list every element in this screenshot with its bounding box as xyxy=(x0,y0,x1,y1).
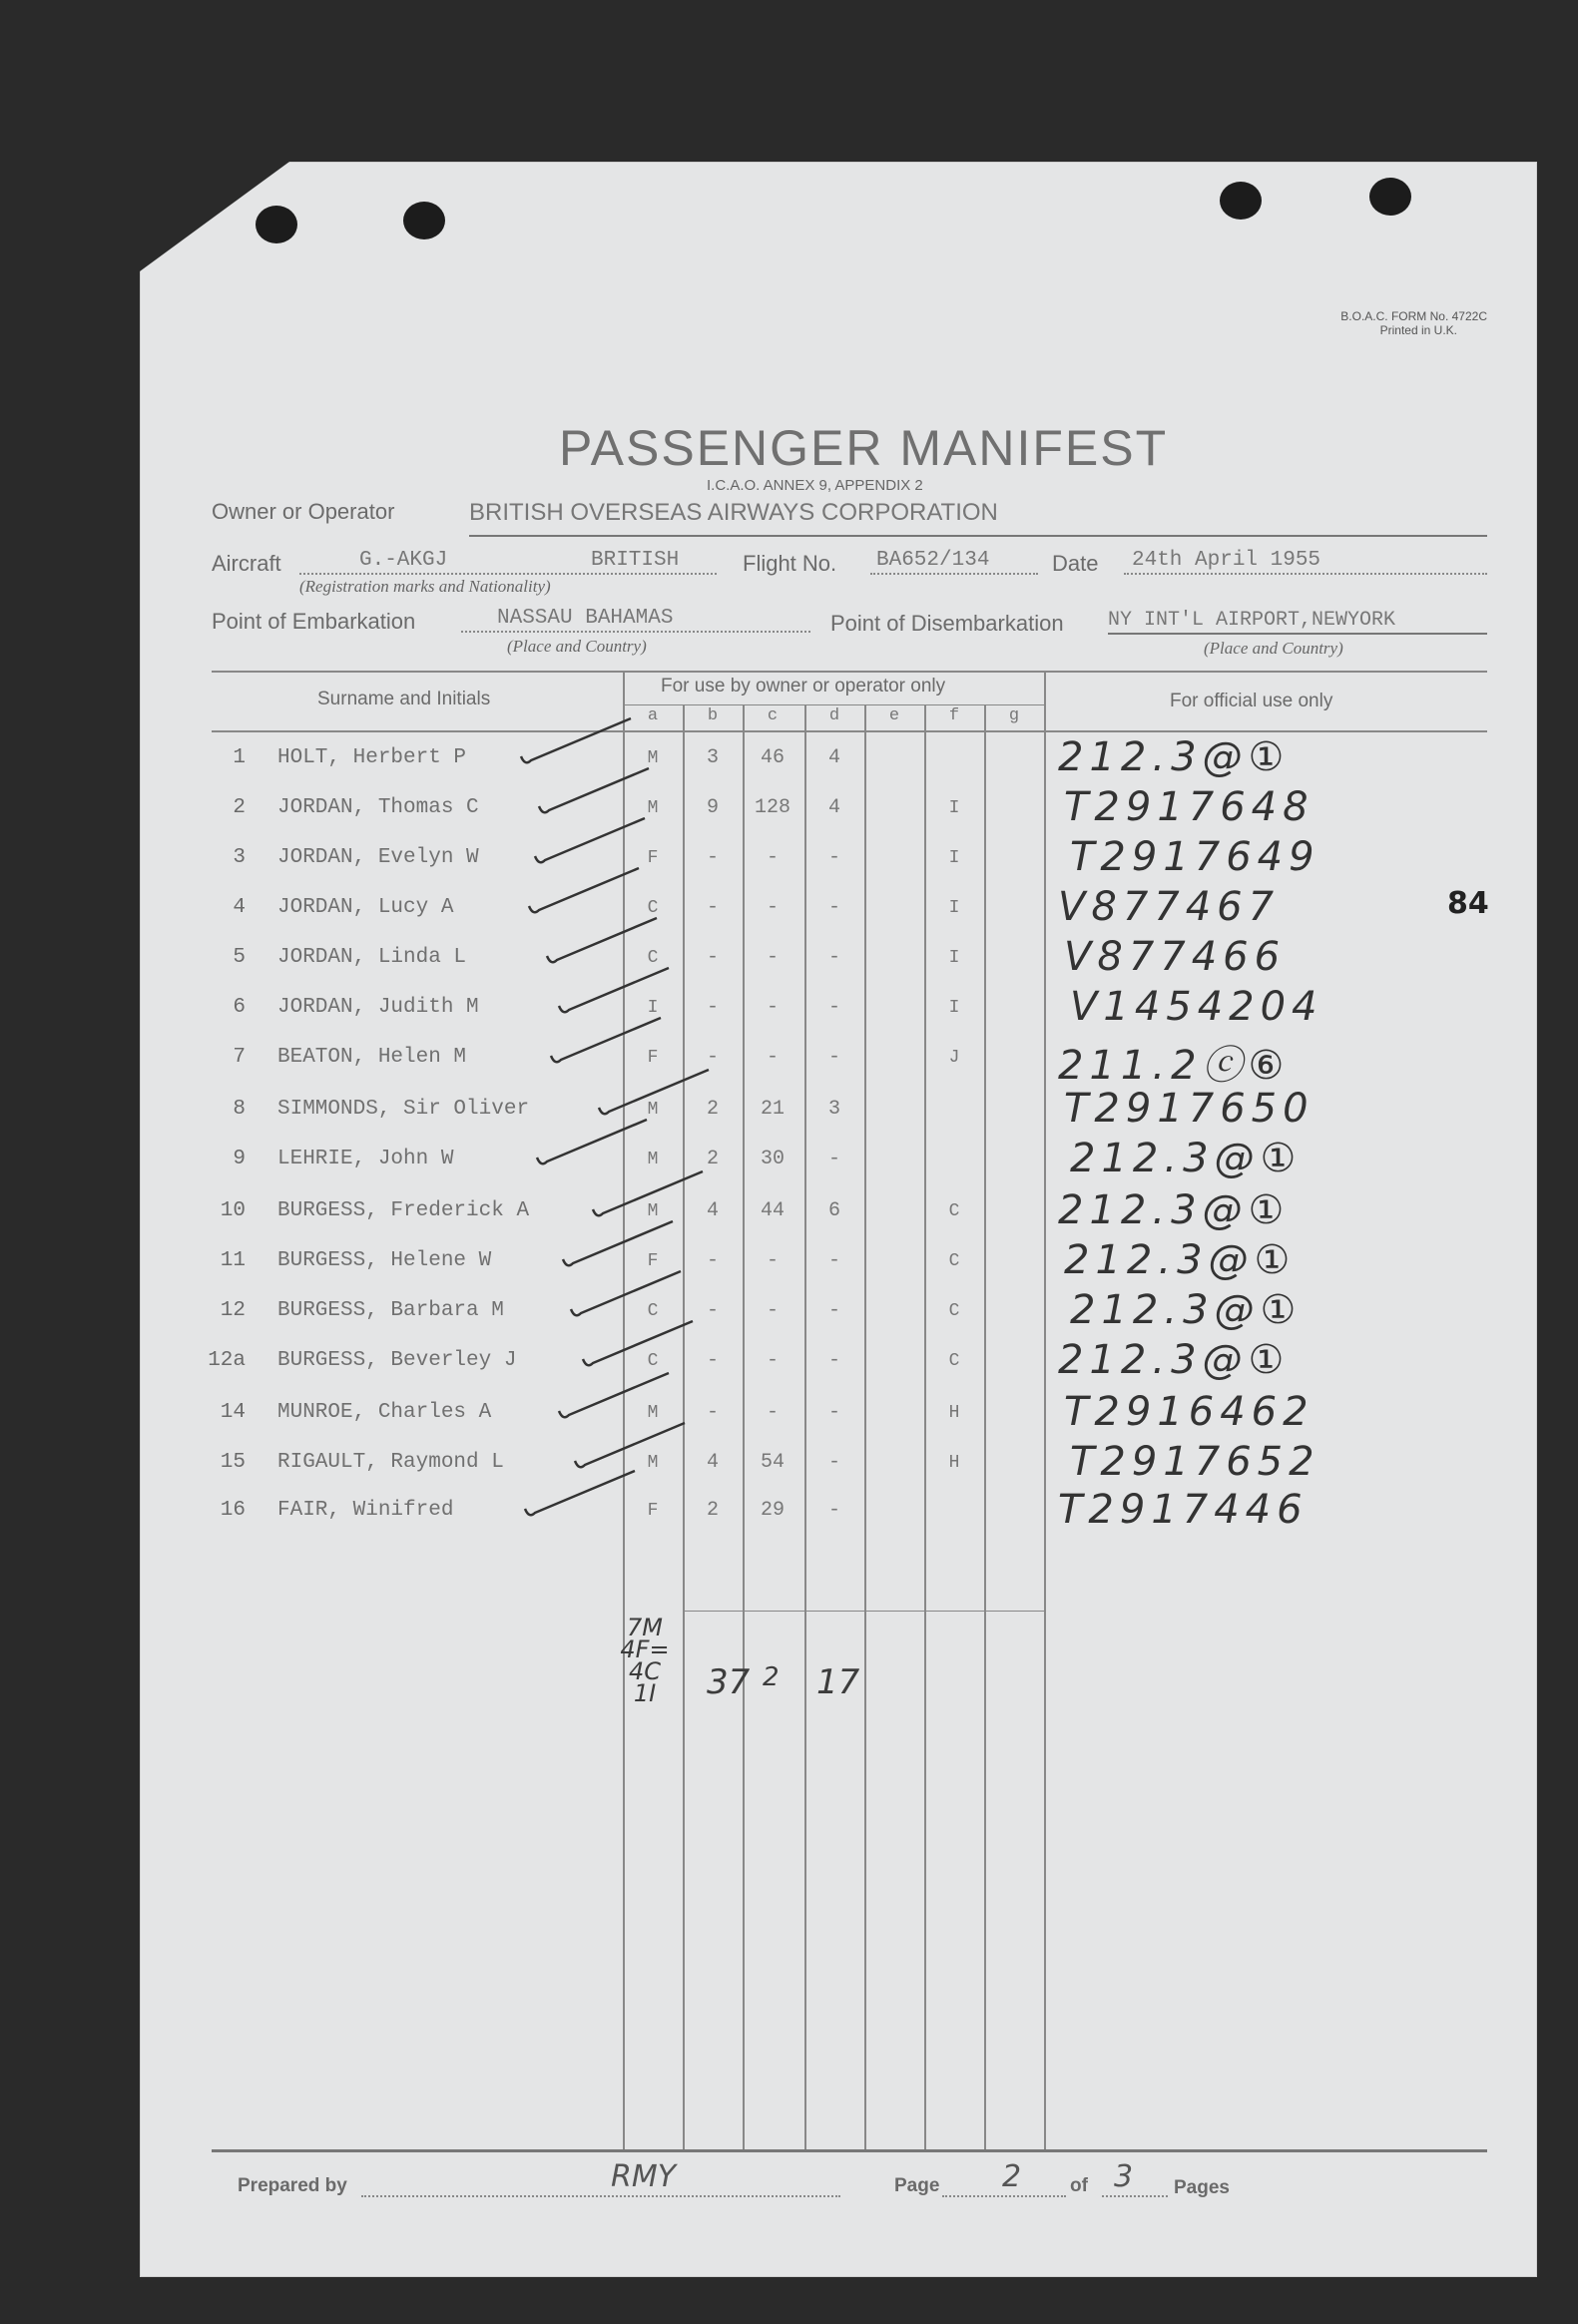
cell-d: 3 xyxy=(827,1098,840,1121)
official-entry: V877467 xyxy=(1058,884,1281,930)
cell-c: - xyxy=(766,996,779,1019)
row-number: 15 xyxy=(220,1451,246,1474)
passenger-name: HOLT, Herbert P xyxy=(277,746,467,769)
check-mark xyxy=(547,918,657,962)
row-number: 8 xyxy=(233,1098,246,1121)
cell-f: C xyxy=(948,1201,960,1221)
form-number: B.O.A.C. FORM No. 4722C xyxy=(1340,309,1487,323)
date-value: 24th April 1955 xyxy=(1132,549,1321,572)
official-entry: V1454204 xyxy=(1070,984,1323,1030)
sub-column-header: e xyxy=(888,706,900,725)
official-entry: 212.3@① xyxy=(1058,1337,1291,1383)
official-entry: V877466 xyxy=(1064,934,1287,980)
official-entry: 212.3@① xyxy=(1058,1187,1291,1233)
official-entry: T2917650 xyxy=(1064,1086,1315,1132)
total-line: 4F= xyxy=(620,1635,670,1663)
check-mark xyxy=(583,1321,693,1365)
disembarkation-value: NY INT'L AIRPORT,NEWYORK xyxy=(1108,609,1396,632)
row-number: 5 xyxy=(233,946,246,969)
row-number: 10 xyxy=(220,1199,246,1222)
sub-column-header: b xyxy=(707,706,719,725)
passenger-name: JORDAN, Linda L xyxy=(277,946,467,969)
embarkation-note: (Place and Country) xyxy=(507,637,647,656)
margin-note: 84 xyxy=(1447,886,1489,921)
cell-f: J xyxy=(948,1048,960,1068)
passenger-name: RIGAULT, Raymond L xyxy=(277,1451,504,1474)
cell-c: - xyxy=(766,896,779,919)
check-mark xyxy=(521,718,631,762)
passenger-name: FAIR, Winifred xyxy=(277,1499,454,1522)
passenger-name: LEHRIE, John W xyxy=(277,1148,454,1170)
cell-b: - xyxy=(706,1249,719,1272)
cell-c: - xyxy=(766,1249,779,1272)
official-entry: 212.3@① xyxy=(1064,1237,1297,1283)
official-entry: T2917648 xyxy=(1064,784,1315,830)
page-label: Page xyxy=(894,2175,940,2196)
cell-b: 3 xyxy=(706,746,719,769)
cell-d: - xyxy=(827,1499,840,1522)
passenger-name: JORDAN, Judith M xyxy=(277,996,479,1019)
check-mark xyxy=(593,1171,703,1215)
official-entry: T2916462 xyxy=(1064,1389,1315,1435)
check-mark xyxy=(529,868,639,912)
cell-a: M xyxy=(647,748,659,768)
cell-a: M xyxy=(647,1100,659,1120)
cell-c: 29 xyxy=(760,1499,785,1522)
disembarkation-note: (Place and Country) xyxy=(1204,639,1343,658)
row-number: 11 xyxy=(220,1249,246,1272)
passenger-name: JORDAN, Evelyn W xyxy=(277,846,479,869)
cell-b: 2 xyxy=(706,1499,719,1522)
check-mark xyxy=(537,1120,647,1163)
row-number: 7 xyxy=(233,1046,246,1069)
row-number: 3 xyxy=(233,846,246,869)
cell-d: - xyxy=(827,1349,840,1372)
check-mark xyxy=(599,1070,709,1114)
cell-f: I xyxy=(948,998,960,1018)
official-entry: T2917446 xyxy=(1058,1487,1309,1533)
sub-column-header: d xyxy=(828,706,840,725)
sub-column-header: g xyxy=(1008,706,1020,725)
cell-b: - xyxy=(706,996,719,1019)
cell-c: - xyxy=(766,1401,779,1424)
cell-b: - xyxy=(706,1401,719,1424)
aircraft-note: (Registration marks and Nationality) xyxy=(299,577,551,596)
cell-d: - xyxy=(827,1401,840,1424)
official-entry: 212.3@① xyxy=(1070,1136,1303,1181)
official-entry: 211.2ⓒ⑥ xyxy=(1058,1043,1291,1089)
cell-b: 2 xyxy=(706,1148,719,1170)
total-c: 2 xyxy=(763,1662,780,1692)
cell-a: M xyxy=(647,798,659,818)
check-mark xyxy=(551,1018,661,1062)
prepared-value: RMY xyxy=(611,2159,677,2194)
date-label: Date xyxy=(1052,551,1099,576)
check-mark xyxy=(575,1423,685,1467)
cell-b: - xyxy=(706,946,719,969)
cell-f: C xyxy=(948,1251,960,1271)
cell-a: M xyxy=(647,1150,659,1169)
sub-column-header: c xyxy=(767,706,779,725)
row-number: 4 xyxy=(233,896,246,919)
cell-a: F xyxy=(647,1501,659,1521)
sub-column-header: a xyxy=(647,706,659,725)
cell-b: - xyxy=(706,896,719,919)
official-use-header: For official use only xyxy=(1170,691,1333,711)
pages-label: Pages xyxy=(1174,2177,1230,2198)
row-number: 9 xyxy=(233,1148,246,1170)
cell-c: - xyxy=(766,946,779,969)
cell-a: C xyxy=(647,1301,659,1321)
cell-b: - xyxy=(706,846,719,869)
owner-label: Owner or Operator xyxy=(212,499,395,524)
cell-d: - xyxy=(827,1299,840,1322)
check-mark xyxy=(563,1221,673,1265)
cell-f: I xyxy=(948,898,960,918)
cell-a: I xyxy=(647,998,659,1018)
cell-b: 2 xyxy=(706,1098,719,1121)
cell-f: C xyxy=(948,1301,960,1321)
row-number: 14 xyxy=(220,1401,246,1424)
aircraft-registration: G.-AKGJ xyxy=(359,549,448,572)
cell-d: - xyxy=(827,946,840,969)
cell-c: 44 xyxy=(760,1199,785,1222)
cell-a: C xyxy=(647,948,659,968)
cell-f: I xyxy=(948,848,960,868)
flight-number: BA652/134 xyxy=(876,549,990,572)
sub-column-header: f xyxy=(948,706,960,725)
cell-a: F xyxy=(647,1251,659,1271)
cell-a: M xyxy=(647,1453,659,1473)
total-line: 7M xyxy=(627,1614,663,1641)
cell-f: I xyxy=(948,948,960,968)
passenger-name: BURGESS, Barbara M xyxy=(277,1299,504,1322)
total-line: 4C xyxy=(628,1657,662,1685)
page-title: PASSENGER MANIFEST xyxy=(559,420,1169,476)
cell-a: M xyxy=(647,1201,659,1221)
cell-f: H xyxy=(948,1453,960,1473)
row-number: 12 xyxy=(220,1299,246,1322)
embarkation-label: Point of Embarkation xyxy=(212,609,416,634)
total-b: 37 xyxy=(707,1662,751,1702)
flight-label: Flight No. xyxy=(743,551,837,576)
cell-a: F xyxy=(647,848,659,868)
total-line: 1I xyxy=(633,1679,657,1707)
of-label: of xyxy=(1070,2175,1088,2196)
row-number: 1 xyxy=(233,746,246,769)
cell-b: - xyxy=(706,1299,719,1322)
cell-d: 6 xyxy=(827,1199,840,1222)
passenger-name: MUNROE, Charles A xyxy=(277,1401,492,1424)
cell-b: 4 xyxy=(706,1451,719,1474)
cell-c: - xyxy=(766,1046,779,1069)
cell-c: 54 xyxy=(760,1451,785,1474)
passenger-name: JORDAN, Lucy A xyxy=(277,896,454,919)
page-value: 2 xyxy=(1002,2159,1022,2194)
passenger-name: SIMMONDS, Sir Oliver xyxy=(277,1098,530,1121)
official-entry: 212.3@① xyxy=(1070,1287,1303,1333)
prepared-label: Prepared by xyxy=(238,2175,347,2196)
row-number: 6 xyxy=(233,996,246,1019)
cell-d: 4 xyxy=(827,746,840,769)
aircraft-nationality: BRITISH xyxy=(591,549,680,572)
official-entry: T2917652 xyxy=(1070,1439,1320,1485)
passenger-name: BURGESS, Helene W xyxy=(277,1249,492,1272)
row-number: 12a xyxy=(208,1349,246,1372)
cell-c: 46 xyxy=(760,746,785,769)
cell-a: C xyxy=(647,898,659,918)
cell-a: F xyxy=(647,1048,659,1068)
passenger-name: BURGESS, Frederick A xyxy=(277,1199,530,1222)
check-mark xyxy=(559,1373,669,1417)
cell-d: - xyxy=(827,996,840,1019)
total-d: 17 xyxy=(816,1662,860,1702)
passenger-name: BURGESS, Beverley J xyxy=(277,1349,517,1372)
check-mark xyxy=(571,1271,681,1315)
cell-f: C xyxy=(948,1351,960,1371)
of-value: 3 xyxy=(1114,2159,1134,2194)
cell-c: - xyxy=(766,1299,779,1322)
aircraft-label: Aircraft xyxy=(212,551,281,576)
cell-f: H xyxy=(948,1403,960,1423)
cell-d: - xyxy=(827,846,840,869)
cell-d: - xyxy=(827,896,840,919)
official-entry: T2917649 xyxy=(1070,834,1320,880)
cell-a: M xyxy=(647,1403,659,1423)
disembarkation-label: Point of Disembarkation xyxy=(830,611,1064,636)
passenger-name: BEATON, Helen M xyxy=(277,1046,467,1069)
cell-a: C xyxy=(647,1351,659,1371)
owner-value: BRITISH OVERSEAS AIRWAYS CORPORATION xyxy=(469,499,998,526)
cell-b: 9 xyxy=(706,796,719,819)
embarkation-value: NASSAU BAHAMAS xyxy=(497,607,674,630)
check-mark xyxy=(525,1471,635,1515)
owner-use-header: For use by owner or operator only xyxy=(661,676,946,697)
cell-c: - xyxy=(766,1349,779,1372)
cell-d: - xyxy=(827,1249,840,1272)
check-mark xyxy=(535,818,645,862)
official-entry: 212.3@① xyxy=(1058,734,1291,780)
cell-c: 128 xyxy=(754,796,790,819)
cell-d: - xyxy=(827,1148,840,1170)
printed-in: Printed in U.K. xyxy=(1379,323,1457,337)
cell-b: 4 xyxy=(706,1199,719,1222)
subtitle: I.C.A.O. ANNEX 9, APPENDIX 2 xyxy=(707,477,923,494)
passenger-name: JORDAN, Thomas C xyxy=(277,796,479,819)
cell-c: 30 xyxy=(760,1148,785,1170)
check-mark xyxy=(559,968,669,1012)
check-mark xyxy=(539,768,649,812)
cell-d: - xyxy=(827,1451,840,1474)
cell-b: - xyxy=(706,1349,719,1372)
surname-header: Surname and Initials xyxy=(317,689,491,709)
cell-c: 21 xyxy=(760,1098,785,1121)
cell-f: I xyxy=(948,798,960,818)
cell-d: 4 xyxy=(827,796,840,819)
cell-d: - xyxy=(827,1046,840,1069)
cell-c: - xyxy=(766,846,779,869)
row-number: 2 xyxy=(233,796,246,819)
row-number: 16 xyxy=(220,1499,246,1522)
cell-b: - xyxy=(706,1046,719,1069)
